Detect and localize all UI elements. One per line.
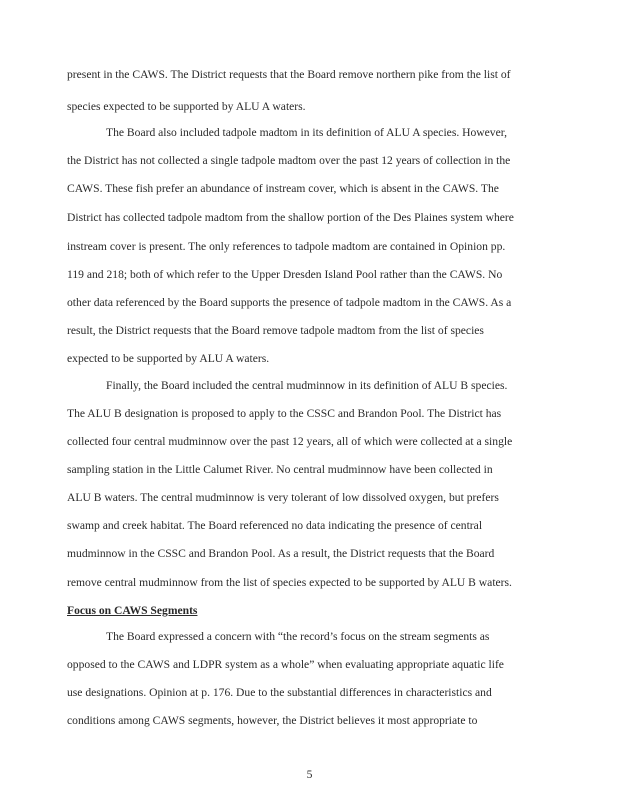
text-line: The Board expressed a concern with “the record’s focus on the stream segments as: [106, 630, 490, 643]
text-line: sampling station in the Little Calumet River. No central mudminnow have been collected in: [67, 463, 493, 476]
text-line: remove central mudminnow from the list of species expected to be supported by ALU B waters.: [67, 576, 512, 589]
text-line: CAWS. These fish prefer an abundance of instream cover, which is absent in the CAWS. The: [67, 182, 499, 195]
page-number: 5: [306, 768, 313, 781]
text-line: instream cover is present. The only references to tadpole madtom are contained in Opinion pp.: [67, 240, 506, 253]
text-line: the District has not collected a single tadpole madtom over the past 12 years of collection in the: [67, 154, 511, 167]
text-line: species expected to be supported by ALU A waters.: [67, 100, 306, 113]
section-heading: Focus on CAWS Segments: [67, 604, 198, 617]
text-line: 119 and 218; both of which refer to the Upper Dresden Island Pool rather than the CAWS. No: [67, 268, 503, 281]
text-line: conditions among CAWS segments, however, the District believes it most appropriate to: [67, 714, 478, 727]
text-line: present in the CAWS. The District requests that the Board remove northern pike from the list of: [67, 68, 511, 81]
text-line: Finally, the Board included the central mudminnow in its definition of ALU B species.: [106, 379, 508, 392]
text-line: The ALU B designation is proposed to apply to the CSSC and Brandon Pool. The District has: [67, 407, 502, 420]
text-line: result, the District requests that the Board remove tadpole madtom from the list of species: [67, 324, 484, 337]
text-line: mudminnow in the CSSC and Brandon Pool. As a result, the District requests that the Board: [67, 547, 495, 560]
text-line: collected four central mudminnow over the past 12 years, all of which were collected at a single: [67, 435, 513, 448]
text-line: District has collected tadpole madtom from the shallow portion of the Des Plaines system where: [67, 211, 514, 224]
text-line: use designations. Opinion at p. 176. Due to the substantial differences in characteristics and: [67, 686, 492, 699]
text-line: ALU B waters. The central mudminnow is very tolerant of low dissolved oxygen, but prefers: [67, 491, 499, 504]
text-line: swamp and creek habitat. The Board referenced no data indicating the presence of central: [67, 519, 483, 532]
text-line: The Board also included tadpole madtom in its definition of ALU A species. However,: [106, 126, 508, 139]
text-line: expected to be supported by ALU A waters.: [67, 352, 270, 365]
text-line: other data referenced by the Board supports the presence of tadpole madtom in the CAWS. As a: [67, 296, 512, 309]
text-line: opposed to the CAWS and LDPR system as a whole” when evaluating appropriate aquatic life: [67, 658, 504, 671]
